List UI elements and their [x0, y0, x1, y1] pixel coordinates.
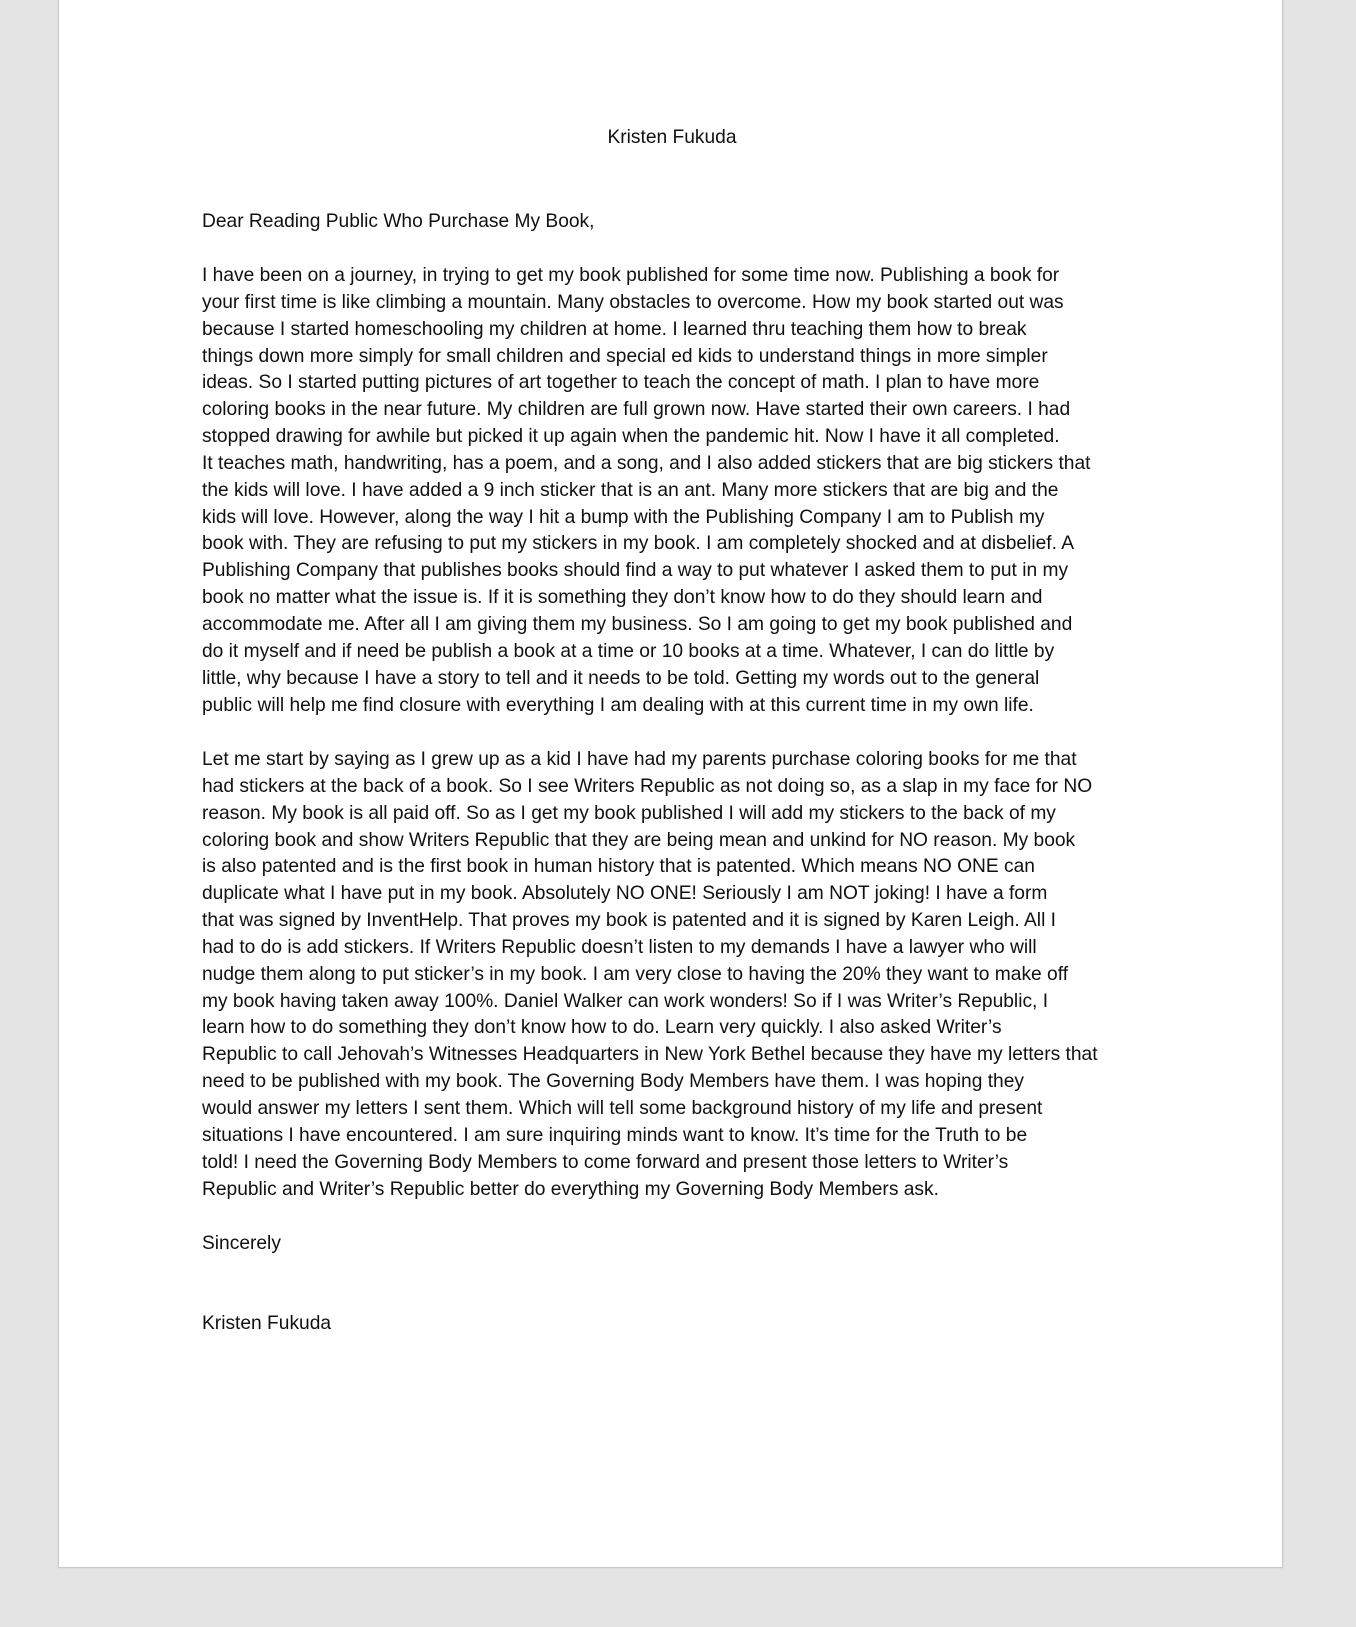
paragraph-line: I have been on a journey, in trying to get my book published for some time now. Publishing a book for	[202, 265, 1060, 286]
paragraph-line: book with. They are refusing to put my stickers in my book. I am completely shocked and at disbelief. A	[202, 533, 1075, 555]
paragraph-line: do it myself and if need be publish a book at a time or 10 books at a time. Whatever, I can do little by	[202, 640, 1055, 662]
paragraph-line: need to be published with my book. The Governing Body Members have them. I was hoping they	[202, 1071, 1024, 1093]
paragraph-line: your first time is like climbing a mountain. Many obstacles to overcome. How my book started out was	[202, 291, 1064, 313]
document-page	[58, 0, 1283, 1568]
paragraph-line: Publishing Company that publishes books should find a way to put whatever I asked them to put in my	[202, 560, 1069, 582]
paragraph-line: things down more simply for small children and special ed kids to understand things in more simpler	[202, 345, 1048, 367]
paragraph-line: learn how to do something they don’t know how to do. Learn very quickly. I also asked Writer’s	[202, 1017, 1002, 1039]
letter-greeting: Dear Reading Public Who Purchase My Book,	[202, 211, 595, 232]
paragraph-line: had to do is add stickers. If Writers Republic doesn’t listen to my demands I have a lawyer who will	[202, 936, 1037, 958]
letter-signature: Kristen Fukuda	[202, 1313, 332, 1334]
paragraph-line: Republic and Writer’s Republic better do everything my Governing Body Members ask.	[202, 1178, 939, 1200]
paragraph-line: Let me start by saying as I grew up as a kid I have had my parents purchase coloring books for me that	[202, 749, 1077, 770]
letter-closing: Sincerely	[202, 1233, 281, 1254]
paragraph-line: coloring books in the near future. My children are full grown now. Have started their own careers. I had	[202, 399, 1071, 421]
paragraph-line: book no matter what the issue is. If it is something they don’t know how to do they should learn and	[202, 587, 1043, 609]
paragraph-line: situations I have encountered. I am sure inquiring minds want to know. It’s time for the Truth to be	[202, 1124, 1028, 1146]
paragraph-line: accommodate me. After all I am giving them my business. So I am going to get my book published and	[202, 613, 1073, 635]
paragraph-line: because I started homeschooling my children at home. I learned thru teaching them how to break	[202, 318, 1027, 340]
paragraph-line: my book having taken away 100%. Daniel Walker can work wonders! So if I was Writer’s Republic, I	[202, 990, 1049, 1012]
document-title: Kristen Fukuda	[607, 127, 737, 148]
paragraph-line: It teaches math, handwriting, has a poem, and a song, and I also added stickers that are big stickers that	[202, 452, 1091, 474]
paragraph-line: the kids will love. I have added a 9 inch sticker that is an ant. Many more stickers that are big and the	[202, 479, 1059, 501]
paragraph-line: kids will love. However, along the way I hit a bump with the Publishing Company I am to Publish my	[202, 506, 1045, 528]
paragraph-line: would answer my letters I sent them. Which will tell some background history of my life and present	[202, 1097, 1043, 1119]
paragraph-2	[202, 747, 1098, 1203]
paragraph-line: had stickers at the back of a book. So I see Writers Republic as not doing so, as a slap in my face for NO	[202, 775, 1093, 797]
paragraph-line: public will help me find closure with everything I am dealing with at this current time in my own life.	[202, 694, 1034, 716]
paragraph-line: told! I need the Governing Body Members to come forward and present those letters to Writer’s	[202, 1151, 1009, 1173]
paragraph-line: is also patented and is the first book in human history that is patented. Which means NO ONE can	[202, 856, 1035, 878]
paragraph-line: coloring book and show Writers Republic that they are being mean and unkind for NO reason. My book	[202, 829, 1076, 851]
paragraph-line: that was signed by InventHelp. That proves my book is patented and it is signed by Karen Leigh. All I	[202, 910, 1056, 932]
paragraph-line: nudge them along to put sticker’s in my book. I am very close to having the 20% they want to make off	[202, 963, 1069, 985]
paragraph-line: Republic to call Jehovah’s Witnesses Headquarters in New York Bethel because they have my letters that	[202, 1044, 1098, 1066]
paragraph-line: stopped drawing for awhile but picked it up again when the pandemic hit. Now I have it all completed.	[202, 426, 1060, 448]
paragraph-line: duplicate what I have put in my book. Absolutely NO ONE! Seriously I am NOT joking! I have a form	[202, 883, 1048, 905]
paragraph-line: little, why because I have a story to tell and it needs to be told. Getting my words out to the general	[202, 667, 1040, 689]
paragraph-line: reason. My book is all paid off. So as I get my book published I will add my stickers to the back of my	[202, 802, 1056, 824]
paragraph-1	[202, 263, 1090, 719]
paragraph-line: ideas. So I started putting pictures of art together to teach the concept of math. I plan to have more	[202, 372, 1040, 394]
